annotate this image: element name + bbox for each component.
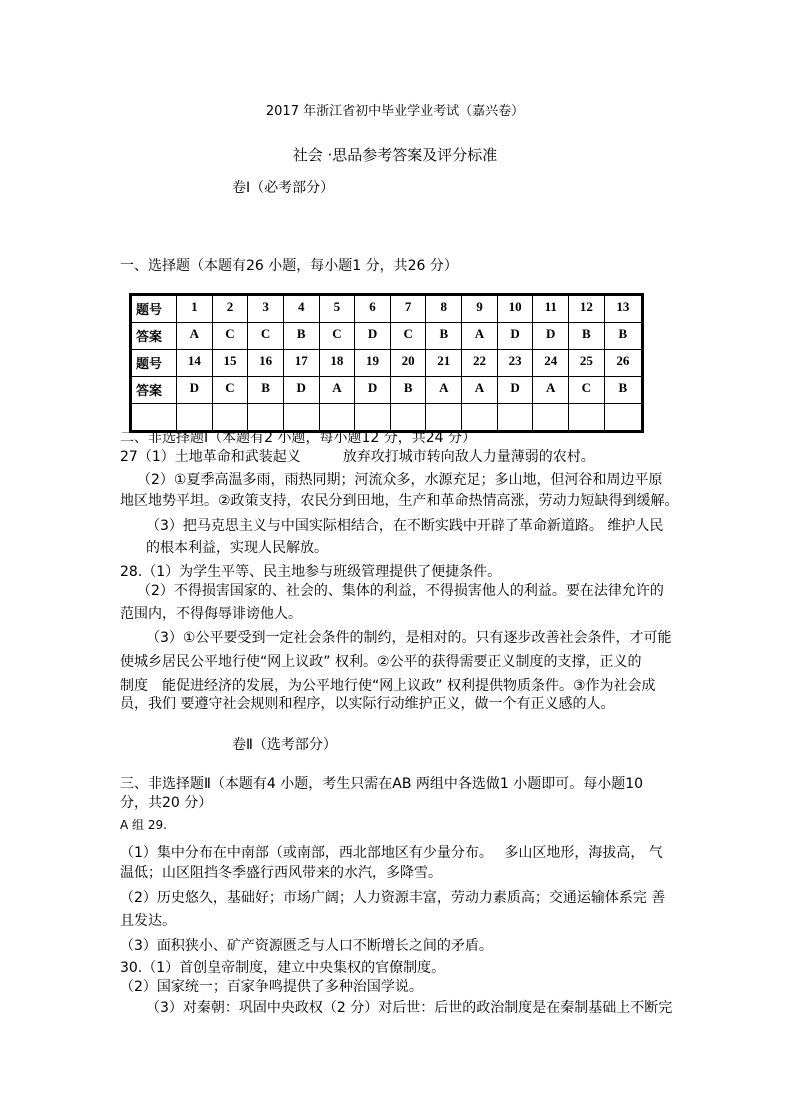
answer-cell: D (283, 377, 319, 404)
row-label: 题号 (131, 295, 177, 323)
document-title: 2017 年浙江省初中毕业学业考试（嘉兴卷） (265, 104, 525, 119)
question-number-cell: 6 (355, 295, 391, 323)
empty-cell (355, 404, 391, 432)
question-number-cell: 17 (283, 350, 319, 377)
answer-table (129, 293, 644, 433)
text-line: （1）集中分布在中南部（或南部，西北部地区有少量分布。 多山区地形，海拔高， 气 (120, 845, 663, 861)
text-line: 制度 能促进经济的发展，为公平地行使“网上议政” 权利提供物质条件。③作为社会成 (120, 678, 656, 694)
empty-cell (497, 404, 533, 432)
empty-cell (390, 404, 426, 432)
empty-cell (569, 404, 605, 432)
answer-row-1 (131, 323, 643, 350)
text-line: 30.（1）首创皇帝制度，建立中央集权的官僚制度。 (120, 960, 446, 976)
row-label: 答案 (131, 377, 177, 404)
question-number-cell: 20 (390, 350, 426, 377)
text-line: （2）历史悠久，基础好；市场广阔；人力资源丰富，劳动力素质高；交通运输体系完 善 (120, 890, 666, 906)
answer-cell: B (604, 323, 642, 350)
answer-cell: A (462, 323, 498, 350)
question-number-cell: 15 (212, 350, 248, 377)
question-number-cell: 19 (355, 350, 391, 377)
question-number-cell: 1 (177, 295, 213, 323)
answer-cell: A (426, 377, 462, 404)
answer-cell: B (283, 323, 319, 350)
text-line: 28.（1）为学生平等、民主地参与班级管理提供了便捷条件。 (120, 564, 502, 580)
question-number-cell: 11 (533, 295, 569, 323)
text-line: （2）国家统一；百家争鸣提供了多种治国学说。 (120, 979, 423, 995)
answer-cell: A (462, 377, 498, 404)
text-line: 且发达。 (120, 913, 176, 929)
answer-cell: A (177, 323, 213, 350)
question-number-cell: 13 (604, 295, 642, 323)
text-line: （2）不得损害国家的、社会的、集体的利益，不得损害他人的利益。要在法律允许的 (137, 583, 664, 599)
text-line: （2）①夏季高温多雨，雨热同期；河流众多，水源充足；多山地，但河谷和周边平原 (137, 472, 663, 488)
question-number-cell: 14 (177, 350, 213, 377)
answer-row-2 (131, 377, 643, 404)
answer-cell: C (319, 323, 355, 350)
answer-cell: D (533, 323, 569, 350)
question-number-cell: 18 (319, 350, 355, 377)
empty-cell (212, 404, 248, 432)
row-label: 题号 (131, 350, 177, 377)
answer-cell: C (248, 323, 284, 350)
question-number-row-2 (131, 350, 643, 377)
empty-cell (319, 404, 355, 432)
question-number-cell: 7 (390, 295, 426, 323)
empty-cell (533, 404, 569, 432)
section2-heading: 二、非选择题Ⅰ（本题有2 小题，每小题12 分，共24 分） (120, 430, 477, 446)
question-number-row-1 (131, 295, 643, 323)
empty-cell (283, 404, 319, 432)
part2-heading: 卷Ⅱ（选考部分） (232, 737, 337, 753)
text-line: 的根本利益，实现人民解放。 (146, 540, 328, 556)
text-line: 温低；山区阻挡冬季盛行西风带来的水汽，多降雪。 (120, 865, 442, 881)
question-number-cell: 2 (212, 295, 248, 323)
empty-cell (426, 404, 462, 432)
question-number-cell: 26 (604, 350, 642, 377)
question-number-cell: 3 (248, 295, 284, 323)
text-line: 27（1）土地革命和武装起义 放弃攻打城市转向敌人力量薄弱的农村。 (120, 449, 595, 465)
answer-cell: A (319, 377, 355, 404)
section3-heading: 三、非选择题Ⅱ（本题有4 小题，考生只需在AB 两组中各选做1 小题即可。每小题10 (120, 776, 644, 792)
question-number-cell: 24 (533, 350, 569, 377)
question-number-cell: 8 (426, 295, 462, 323)
text-line: （3）对秦朝：巩固中央政权（2 分）对后世：后世的政治制度是在秦制基础上不断完 (146, 1000, 673, 1016)
empty-row (131, 404, 643, 432)
row-label: 答案 (131, 323, 177, 350)
empty-cell (462, 404, 498, 432)
question-number-cell: 25 (569, 350, 605, 377)
answer-cell: D (497, 323, 533, 350)
answer-cell: C (212, 323, 248, 350)
question-number-cell: 21 (426, 350, 462, 377)
answer-cell: D (355, 323, 391, 350)
answer-cell: C (212, 377, 248, 404)
answer-cell: B (426, 323, 462, 350)
text-line: A 组 29. (120, 818, 167, 832)
answer-cell: D (177, 377, 213, 404)
text-line: 地区地势平坦。②政策支持，农民分到田地，生产和革命热情高涨，劳动力短缺得到缓解。 (120, 493, 679, 509)
question-number-cell: 12 (569, 295, 605, 323)
document-subtitle: 社会 ·思品参考答案及评分标准 (292, 146, 498, 164)
question-number-cell: 10 (497, 295, 533, 323)
question-number-cell: 9 (462, 295, 498, 323)
section3-heading-cont: 分，共20 分） (120, 795, 213, 811)
text-line: （3）面积狭小、矿产资源匮乏与人口不断增长之间的矛盾。 (120, 938, 493, 954)
empty-cell (248, 404, 284, 432)
text-line: （3）①公平要受到一定社会条件的制约，是相对的。只有逐步改善社会条件，才可能 (146, 630, 672, 646)
answer-cell: B (248, 377, 284, 404)
text-line: 员，我们 要遵守社会规则和程序，以实际行动维护正义，做一个有正义感的人。 (120, 696, 615, 712)
text-line: （3）把马克思主义与中国实际相结合，在不断实践中开辟了革命新道路。 维护人民 (146, 518, 664, 534)
answer-cell: A (533, 377, 569, 404)
question-number-cell: 23 (497, 350, 533, 377)
text-line: 范围内，不得侮辱诽谤他人。 (120, 606, 302, 622)
section1-heading: 一、选择题（本题有26 小题，每小题1 分，共26 分） (120, 258, 458, 274)
answer-cell: D (497, 377, 533, 404)
answer-cell: C (390, 323, 426, 350)
answer-cell: B (390, 377, 426, 404)
empty-cell (177, 404, 213, 432)
empty-cell (604, 404, 642, 432)
question-number-cell: 16 (248, 350, 284, 377)
answer-cell: B (604, 377, 642, 404)
answer-cell: D (355, 377, 391, 404)
part1-heading: 卷Ⅰ（必考部分） (232, 180, 335, 196)
question-number-cell: 4 (283, 295, 319, 323)
answer-cell: B (569, 323, 605, 350)
question-number-cell: 5 (319, 295, 355, 323)
question-number-cell: 22 (462, 350, 498, 377)
answer-cell: C (569, 377, 605, 404)
text-line: 使城乡居民公平地行使“网上议政” 权利。②公平的获得需要正义制度的支撑，正义的 (120, 654, 642, 670)
